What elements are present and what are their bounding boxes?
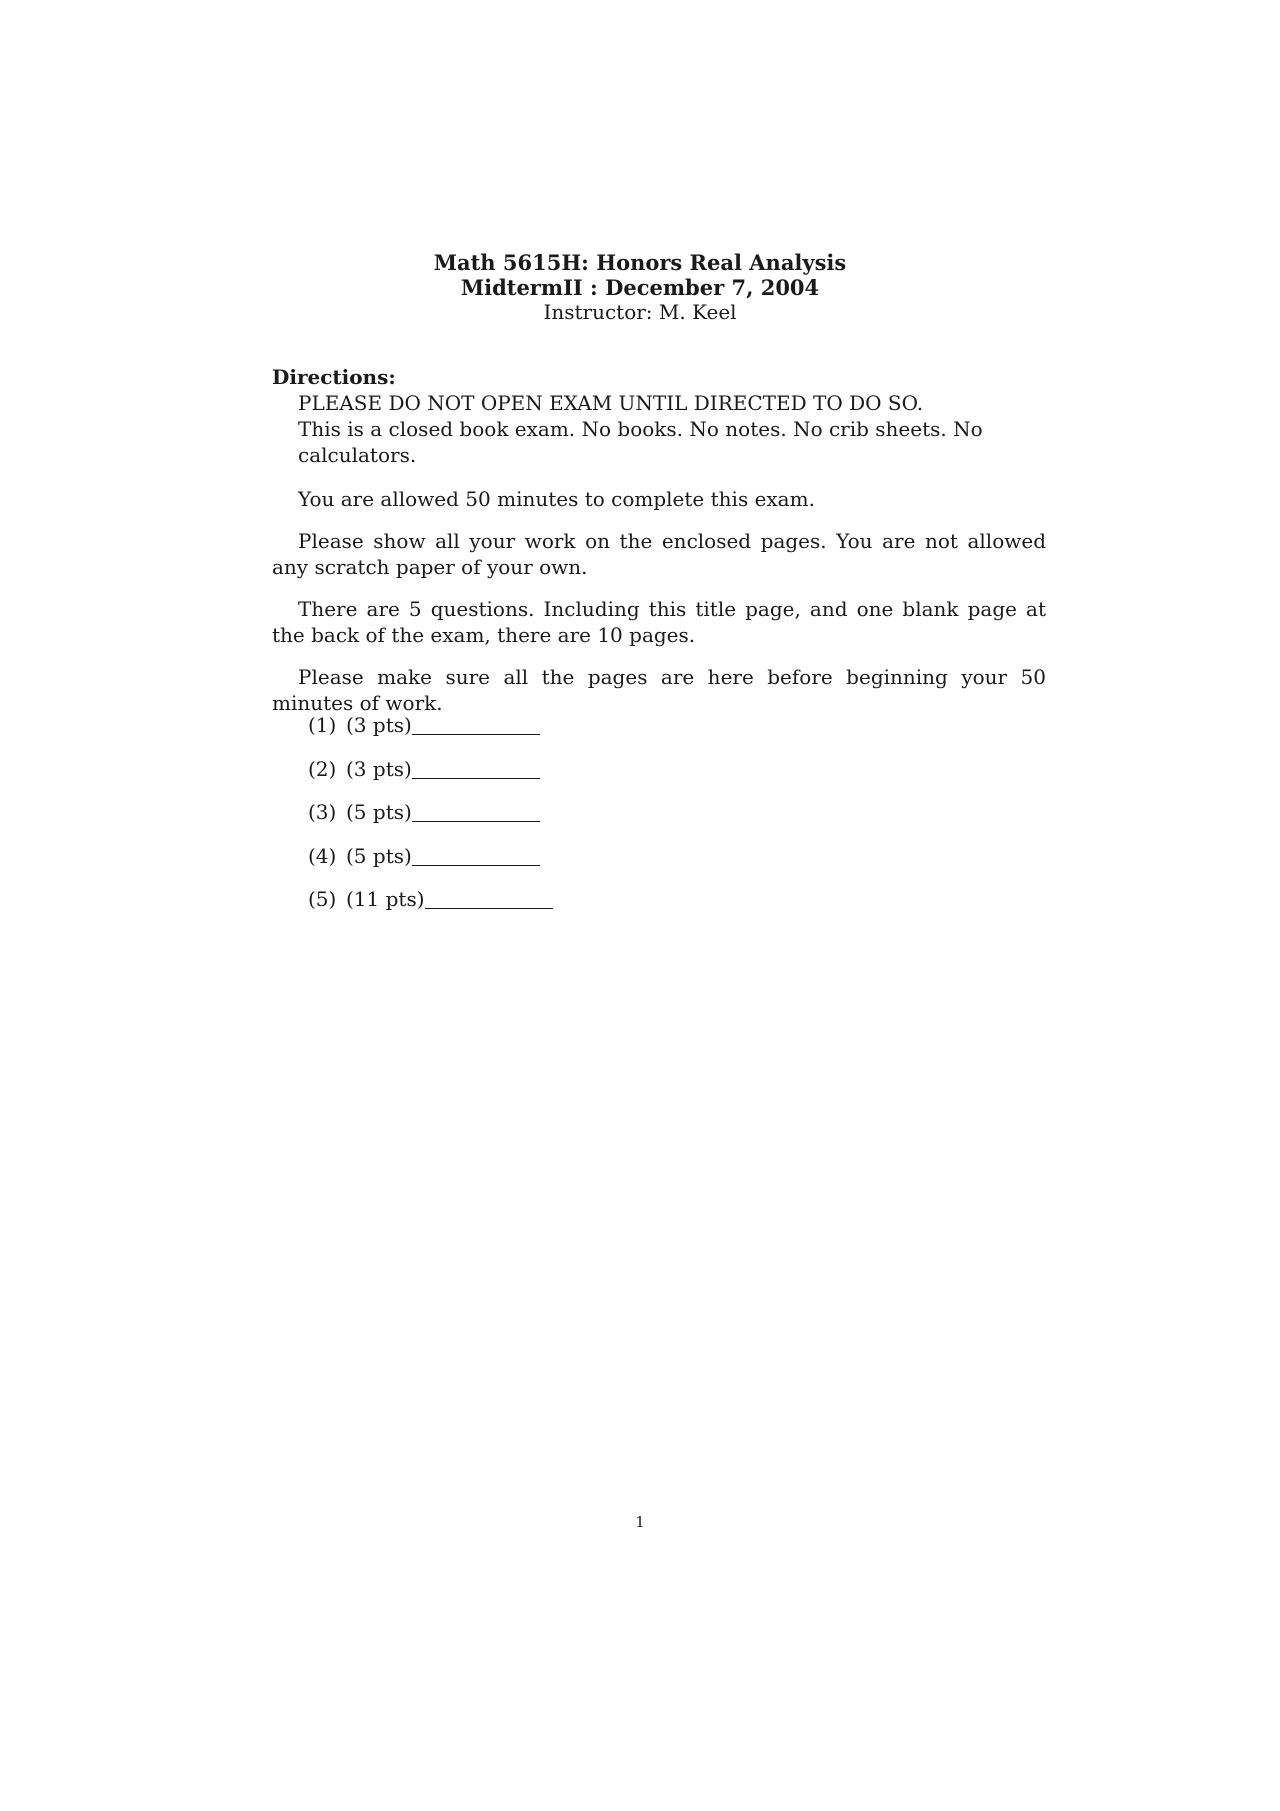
question-number: (5): [308, 887, 337, 911]
directions-section: [272, 364, 1046, 716]
score-row: [308, 843, 553, 887]
directions-page-count: There are 5 questions. Including this title page, and one blank page at the back of the exam, there are 10 pages.: [272, 597, 1046, 647]
score-blank-line: [412, 712, 540, 735]
directions-heading: Directions:: [272, 365, 396, 389]
instructor-line: Instructor: M. Keel: [543, 300, 737, 324]
question-number: (4): [308, 843, 337, 868]
question-number: (2): [308, 756, 337, 781]
directions-closed-book: This is a closed book exam. No books. No notes. No crib sheets. No calculators.: [298, 417, 983, 467]
score-row: [308, 756, 553, 800]
score-blank-line: [412, 756, 540, 779]
directions-show-work: Please show all your work on the enclosed pages. You are not allowed any scratch paper of your own.: [272, 529, 1046, 579]
score-row: [308, 886, 553, 930]
directions-warning: PLEASE DO NOT OPEN EXAM UNTIL DIRECTED TO DO SO.: [298, 391, 924, 415]
score-blank-line: [412, 799, 540, 822]
score-blank-line: [425, 886, 553, 909]
score-row: [308, 799, 553, 843]
question-points: (11 pts): [346, 887, 425, 911]
question-number: (1): [308, 713, 337, 737]
title-block: [0, 250, 1280, 325]
score-blank-line: [412, 843, 540, 866]
question-points: (5 pts): [346, 843, 412, 868]
score-row: [308, 712, 553, 756]
course-title: Math 5615H: Honors Real Analysis: [433, 250, 847, 275]
question-number: (3): [308, 800, 337, 824]
page-number: 1: [635, 1513, 645, 1531]
exam-date-title: MidtermII : December 7, 2004: [460, 275, 820, 300]
directions-check-pages: Please make sure all the pages are here before beginning your 50 minutes of work.: [272, 665, 1046, 715]
directions-time-limit: You are allowed 50 minutes to complete this exam.: [298, 487, 815, 511]
question-points: (3 pts): [346, 713, 412, 737]
question-points: (3 pts): [346, 756, 412, 781]
question-points: (5 pts): [346, 800, 412, 824]
score-list: [308, 712, 553, 930]
